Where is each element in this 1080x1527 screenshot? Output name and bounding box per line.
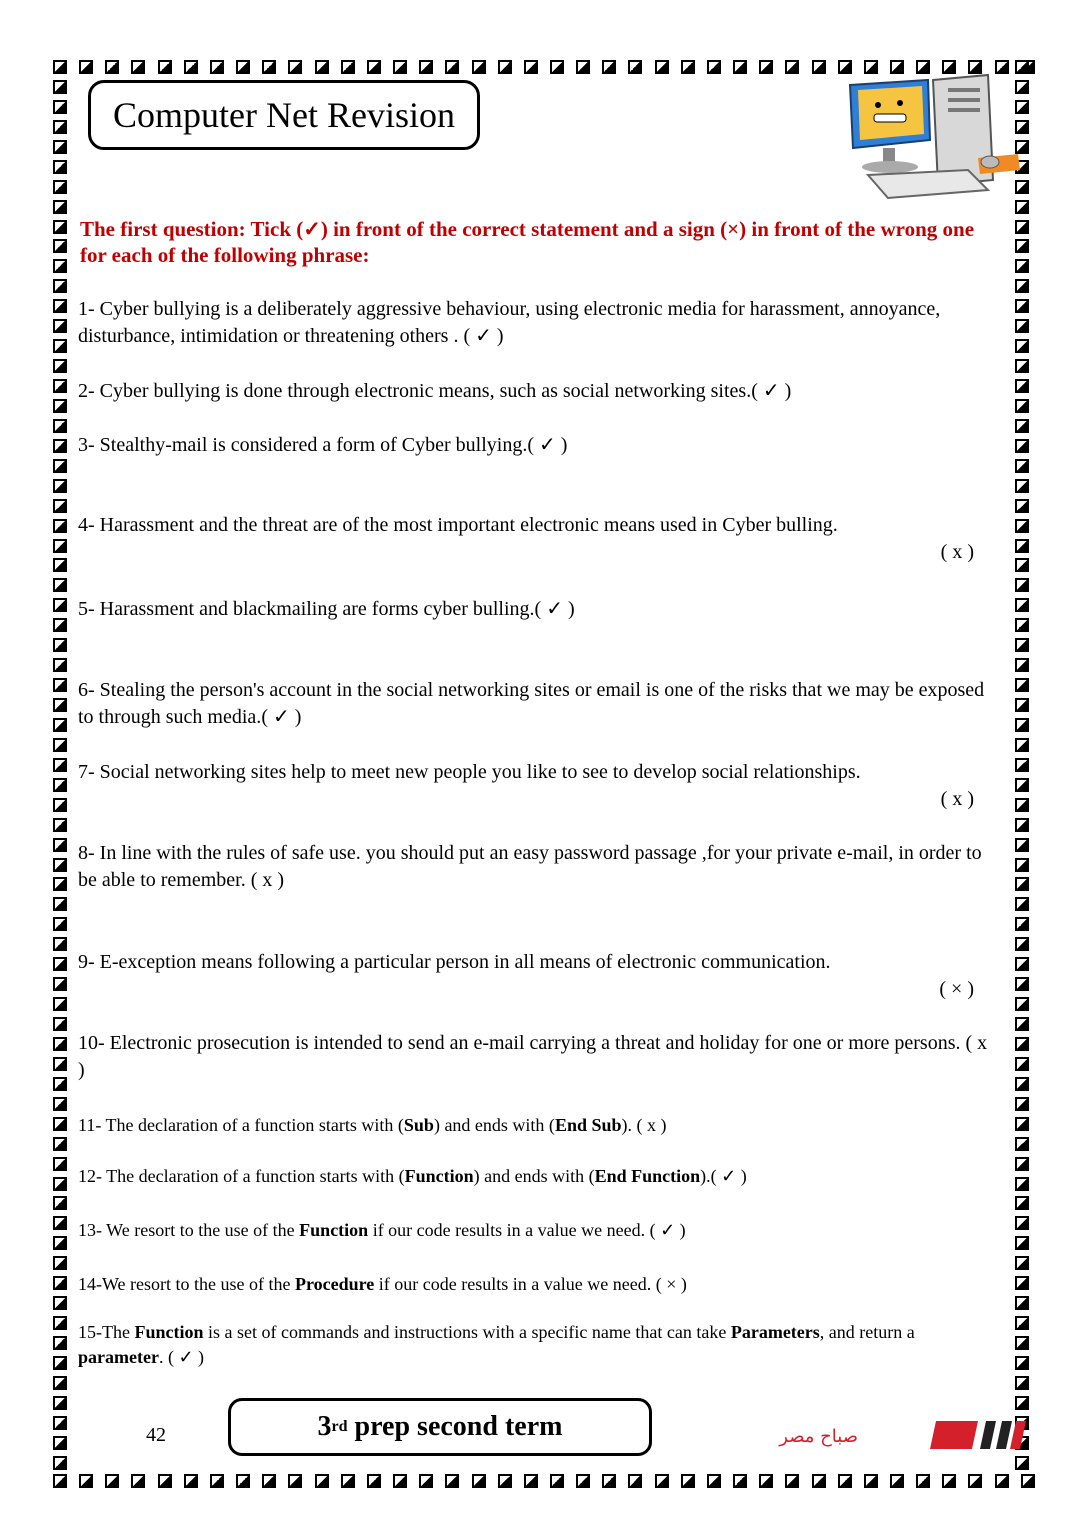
border-square-icon [1015,698,1029,712]
answer-mark: ( ✓ ) [167,1347,205,1367]
border-square-icon [655,1474,669,1488]
border-square-icon [812,1474,826,1488]
border-square-icon [53,758,67,772]
border-square-icon [1015,638,1029,652]
border-square-icon [707,60,721,74]
border-square-icon [838,1474,852,1488]
question-item-9: 9- E-exception means following a particular person in all means of electronic communication. ( × ) [78,949,998,1003]
border-square-icon [53,1296,67,1310]
border-square-icon [1015,758,1029,772]
border-square-icon [315,1474,329,1488]
border-square-icon [759,60,773,74]
question-item-8: 8- In line with the rules of safe use. you should put an easy password passage ,for your private e-mail, in order to be able to remember. ( x ) [78,842,982,891]
border-square-icon [341,1474,355,1488]
question-item-2: 2- Cyber bullying is done through electronic means, such as social networking sites.( ✓ ) [78,380,792,402]
border-square-icon [53,1316,67,1330]
border-square-icon [1015,319,1029,333]
border-square-icon [367,1474,381,1488]
border-square-icon [53,997,67,1011]
answer-mark: ( ✓ ) [463,325,504,347]
border-square-icon [1015,439,1029,453]
page-title [88,80,480,150]
answer-mark: ( × ) [939,978,974,1000]
border-square-icon [472,60,486,74]
border-square-icon [419,60,433,74]
border-square-icon [1015,1097,1029,1111]
border-square-icon [1015,239,1029,253]
border-square-icon [812,60,826,74]
border-square-icon [1015,1276,1029,1290]
border-square-icon [733,60,747,74]
border-square-icon [1015,1296,1029,1310]
border-square-icon [53,778,67,792]
answer-mark: ( x ) [78,1032,988,1081]
answer-mark: ( x ) [250,869,285,891]
border-square-icon [1015,1196,1029,1210]
answer-mark: ( x ) [636,1115,667,1135]
border-square-icon [288,60,302,74]
page-border-right [1015,60,1035,1470]
border-square-icon [79,1474,93,1488]
sabah-masr-logo-icon [779,1415,1036,1455]
border-square-icon [1015,1017,1029,1031]
border-square-icon [1015,1177,1029,1191]
border-square-icon [53,1396,67,1410]
border-square-icon [1015,937,1029,951]
border-square-icon [210,60,224,74]
border-square-icon [236,1474,250,1488]
border-square-icon [53,499,67,513]
question-item-10: 10- Electronic prosecution is intended to send an e-mail carrying a threat and holiday for one or more persons. ( x ) [78,1032,988,1081]
border-square-icon [53,279,67,293]
border-square-icon [53,1376,67,1390]
question-heading: The first question: Tick (✓) in front of the correct statement and a sign (×) in front of the wrong one for each of the following phrase: [80,217,975,267]
border-square-icon [1015,1396,1029,1410]
border-square-icon [53,1236,67,1250]
border-square-icon [1015,798,1029,812]
page-border-bottom [53,1474,1035,1494]
border-square-icon [419,1474,433,1488]
border-square-icon [602,60,616,74]
border-square-icon [53,1097,67,1111]
border-square-icon [733,1474,747,1488]
border-square-icon [1015,1057,1029,1071]
border-square-icon [53,359,67,373]
border-square-icon [53,239,67,253]
question-item-13: 13- We resort to the use of the Function if our code results in a value we need. ( ✓ ) [78,1220,686,1240]
border-square-icon [315,60,329,74]
border-square-icon [53,937,67,951]
border-square-icon [53,838,67,852]
page-title-text: Computer Net Revision [113,95,455,135]
border-square-icon [759,1474,773,1488]
answer-mark: ( ✓ ) [527,434,568,456]
svg-text:صباح مصر: صباح مصر [779,1426,858,1447]
border-square-icon [288,1474,302,1488]
border-square-icon [53,220,67,234]
border-square-icon [1015,1356,1029,1370]
border-square-icon [445,60,459,74]
border-square-icon [1015,997,1029,1011]
answer-mark: ( x ) [940,788,974,810]
border-square-icon [53,519,67,533]
border-square-icon [53,459,67,473]
border-square-icon [53,618,67,632]
border-square-icon [53,1256,67,1270]
border-square-icon [655,60,669,74]
border-square-icon [942,1474,956,1488]
question-item-15: 15-The Function is a set of commands and instructions with a specific name that can take Parameters, and return a parameter. ( ✓ ) [78,1322,915,1367]
border-square-icon [53,1356,67,1370]
border-square-icon [1015,220,1029,234]
border-square-icon [1015,399,1029,413]
computer-illustration-icon [838,70,1023,205]
border-square-icon [785,1474,799,1488]
border-square-icon [53,738,67,752]
border-square-icon [681,1474,695,1488]
border-square-icon [53,1017,67,1031]
border-square-icon [53,140,67,154]
border-square-icon [1015,658,1029,672]
border-square-icon [1015,519,1029,533]
border-square-icon [1015,778,1029,792]
border-square-icon [1015,459,1029,473]
answer-mark: ( × ) [655,1274,687,1294]
border-square-icon [131,1474,145,1488]
border-square-icon [1015,1236,1029,1250]
border-square-icon [1015,877,1029,891]
border-square-icon [53,160,67,174]
border-square-icon [550,60,564,74]
answer-mark: ( ✓ ) [534,598,575,620]
border-square-icon [498,1474,512,1488]
border-square-icon [79,60,93,74]
border-square-icon [236,60,250,74]
border-square-icon [1015,858,1029,872]
footer-grade-box: 3 rd prep second term [228,1398,652,1456]
border-square-icon [184,60,198,74]
border-square-icon [53,539,67,553]
border-square-icon [53,698,67,712]
border-square-icon [53,818,67,832]
border-square-icon [550,1474,564,1488]
border-square-icon [1015,1336,1029,1350]
border-square-icon [1015,299,1029,313]
border-square-icon [576,1474,590,1488]
border-square-icon [1015,1256,1029,1270]
border-square-icon [1015,558,1029,572]
border-square-icon [367,60,381,74]
border-square-icon [890,1474,904,1488]
border-square-icon [53,658,67,672]
border-square-icon [53,1276,67,1290]
border-square-icon [53,299,67,313]
border-square-icon [262,60,276,74]
border-square-icon [53,798,67,812]
border-square-icon [53,379,67,393]
border-square-icon [472,1474,486,1488]
question-item-3: 3- Stealthy-mail is considered a form of Cyber bullying.( ✓ ) [78,434,568,456]
border-square-icon [53,479,67,493]
border-square-icon [995,1474,1009,1488]
border-square-icon [53,578,67,592]
border-square-icon [1015,1077,1029,1091]
border-square-icon [1015,1456,1029,1470]
border-square-icon [1015,279,1029,293]
border-square-icon [53,1474,67,1488]
border-square-icon [53,1216,67,1230]
border-square-icon [53,1157,67,1171]
border-square-icon [53,1037,67,1051]
border-square-icon [1015,1316,1029,1330]
border-square-icon [53,638,67,652]
border-square-icon [1015,259,1029,273]
border-square-icon [53,180,67,194]
border-square-icon [53,1057,67,1071]
border-square-icon [1015,818,1029,832]
border-square-icon [1015,578,1029,592]
border-square-icon [53,897,67,911]
border-square-icon [53,439,67,453]
border-square-icon [158,1474,172,1488]
border-square-icon [158,60,172,74]
border-square-icon [53,100,67,114]
border-square-icon [1015,359,1029,373]
border-square-icon [498,60,512,74]
question-item-5: 5- Harassment and blackmailing are forms cyber bulling.( ✓ ) [78,598,575,620]
border-square-icon [53,339,67,353]
border-square-icon [1015,598,1029,612]
answer-mark: ( ✓ ) [710,1166,747,1186]
border-square-icon [53,917,67,931]
answer-mark: ( x ) [940,541,974,563]
border-square-icon [53,1456,67,1470]
border-square-icon [1015,419,1029,433]
border-square-icon [445,1474,459,1488]
border-square-icon [105,1474,119,1488]
border-square-icon [1021,1474,1035,1488]
border-square-icon [602,1474,616,1488]
border-square-icon [524,60,538,74]
question-item-6: 6- Stealing the person's account in the social networking sites or email is one of the risks that we may be exposed to through such media.( ✓ ) [78,679,985,728]
border-square-icon [53,678,67,692]
question-item-4: 4- Harassment and the threat are of the most important electronic means used in Cyber bulling. ( x ) [78,512,998,566]
border-square-icon [864,1474,878,1488]
border-square-icon [916,1474,930,1488]
question-item-14: 14-We resort to the use of the Procedure if our code results in a value we need. ( × ) [78,1274,687,1294]
question-item-1: 1- Cyber bullying is a deliberately aggressive behaviour, using electronic media for harassment, annoyance, disturbance, intimidation or threatening others . ( ✓ ) [78,298,941,347]
border-square-icon [53,200,67,214]
border-square-icon [53,1117,67,1131]
border-square-icon [1015,957,1029,971]
border-square-icon [341,60,355,74]
border-square-icon [53,120,67,134]
border-square-icon [1015,977,1029,991]
border-square-icon [1015,539,1029,553]
page-number: 42 [146,1424,166,1446]
question-item-12: 12- The declaration of a function starts with (Function) and ends with (End Function).( ✓ ) [78,1166,747,1186]
border-square-icon [210,1474,224,1488]
border-square-icon [184,1474,198,1488]
border-square-icon [105,60,119,74]
border-square-icon [53,259,67,273]
border-square-icon [1015,339,1029,353]
border-square-icon [53,877,67,891]
border-square-icon [131,60,145,74]
question-item-7: 7- Social networking sites help to meet new people you like to see to develop social relationships. ( x ) [78,759,998,813]
border-square-icon [1015,379,1029,393]
answer-mark: ( ✓ ) [649,1220,686,1240]
border-square-icon [53,399,67,413]
border-square-icon [1015,738,1029,752]
border-square-icon [1015,1216,1029,1230]
border-square-icon [53,1077,67,1091]
border-square-icon [1015,499,1029,513]
border-square-icon [1015,1117,1029,1131]
border-square-icon [968,1474,982,1488]
border-square-icon [1015,917,1029,931]
border-square-icon [1015,1137,1029,1151]
border-square-icon [262,1474,276,1488]
answer-mark: ( ✓ ) [261,706,302,728]
border-square-icon [53,558,67,572]
border-square-icon [1015,897,1029,911]
border-square-icon [53,1137,67,1151]
border-square-icon [53,718,67,732]
border-square-icon [53,419,67,433]
border-square-icon [53,60,67,74]
border-square-icon [53,1436,67,1450]
border-square-icon [1015,618,1029,632]
border-square-icon [1015,838,1029,852]
border-square-icon [53,1177,67,1191]
border-square-icon [393,1474,407,1488]
border-square-icon [1015,1037,1029,1051]
border-square-icon [53,1416,67,1430]
border-square-icon [1015,718,1029,732]
border-square-icon [53,977,67,991]
answer-mark: ( ✓ ) [751,380,792,402]
border-square-icon [53,1336,67,1350]
border-square-icon [53,598,67,612]
border-square-icon [576,60,590,74]
border-square-icon [681,60,695,74]
border-square-icon [524,1474,538,1488]
border-square-icon [53,1196,67,1210]
question-item-11: 11- The declaration of a function starts with (Sub) and ends with (End Sub). ( x ) [78,1115,667,1135]
border-square-icon [707,1474,721,1488]
border-square-icon [53,957,67,971]
border-square-icon [628,1474,642,1488]
border-square-icon [1015,678,1029,692]
border-square-icon [393,60,407,74]
page-border-left [53,60,73,1470]
border-square-icon [53,80,67,94]
border-square-icon [1015,479,1029,493]
border-square-icon [53,858,67,872]
border-square-icon [785,60,799,74]
border-square-icon [1015,1376,1029,1390]
border-square-icon [1015,1157,1029,1171]
border-square-icon [628,60,642,74]
border-square-icon [53,319,67,333]
